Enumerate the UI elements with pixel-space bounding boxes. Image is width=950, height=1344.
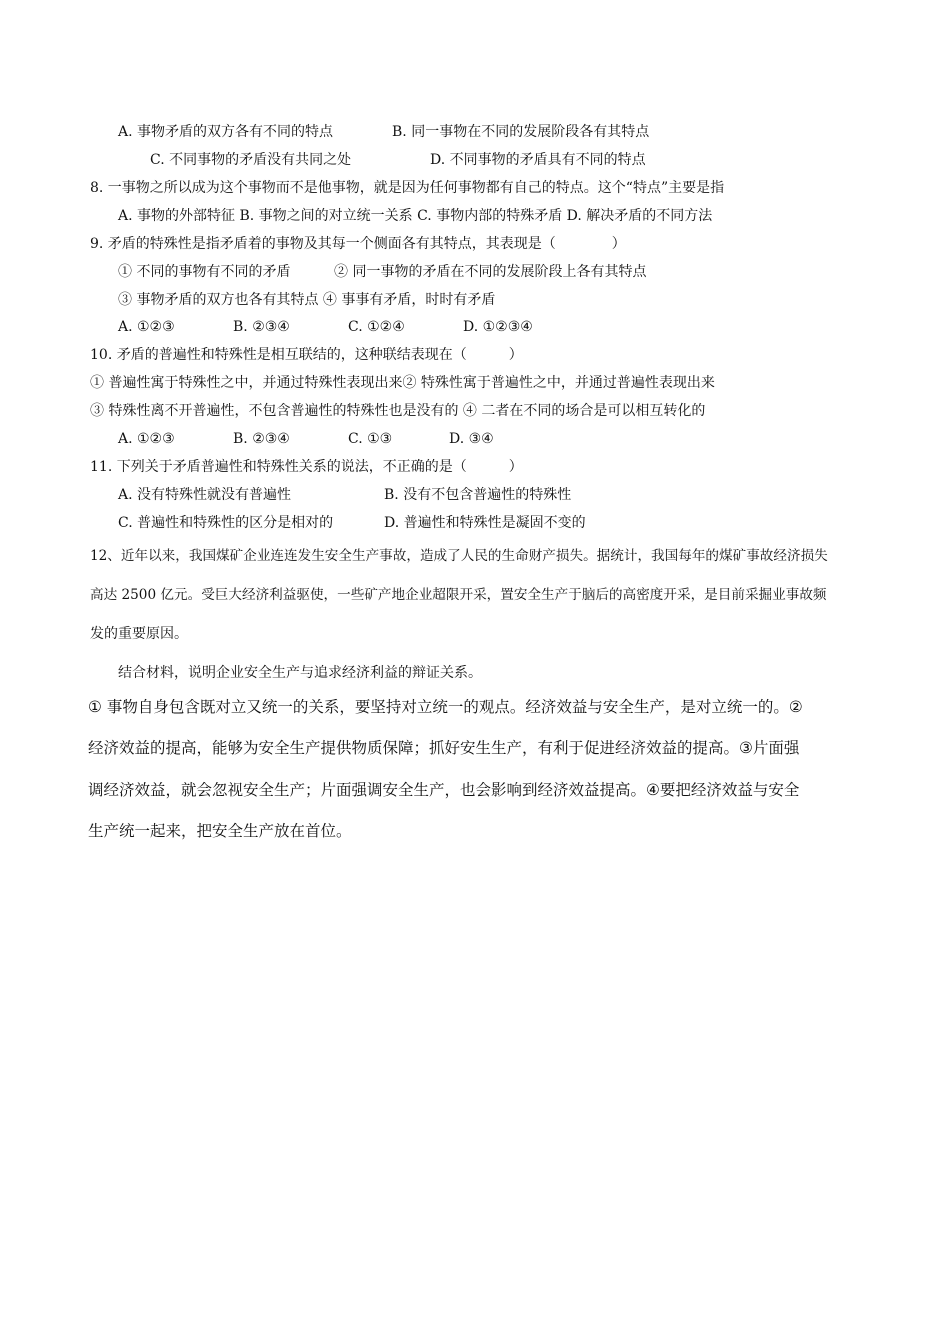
answer-line-1: ① 事物自身包含既对立又统一的关系，要坚持对立统一的观点。经济效益与安全生产，是对立统一的。② [88,698,803,716]
q11-stem: 11. 下列关于矛盾普遍性和特殊性关系的说法，不正确的是（ ） [90,459,523,475]
q10-option-c: C. ①③ [348,431,393,447]
answer-line-2: 经济效益的提高，能够为安全生产提供物质保障；抓好安生生产，有利于促进经济效益的提高。③片面强 [88,739,800,757]
answer-line-4: 生产统一起来，把安全生产放在首位。 [88,822,352,840]
q12-prompt: 结合材料，说明企业安全生产与追求经济利益的辩证关系。 [118,665,482,681]
q10-option-b: B. ②③④ [233,431,290,447]
q10-option-a: A. ①②③ [118,431,175,447]
q8-stem: 8. 一事物之所以成为这个事物而不是他事物，就是因为任何事物都有自己的特点。这个“特点”主要是指 [90,180,725,196]
q10-statements-3-4: ③ 特殊性离不开普遍性，不包含普遍性的特殊性也是没有的 ④ 二者在不同的场合是可以相互转化的 [90,403,706,419]
q12-material-line-3: 发的重要原因。 [90,626,188,642]
q9-stem: 9. 矛盾的特殊性是指矛盾着的事物及其每一个侧面各有其特点，其表现是（ ） [90,236,626,252]
q8-options: A. 事物的外部特征 B. 事物之间的对立统一关系 C. 事物内部的特殊矛盾 D. 解决矛盾的不同方法 [118,208,713,224]
q9-option-c: C. ①②④ [348,319,405,335]
q9-option-a: A. ①②③ [118,319,175,335]
q10-statements-1-2: ① 普遍性寓于特殊性之中，并通过特殊性表现出来② 特殊性寓于普遍性之中，并通过普遍性表现出来 [90,375,715,391]
q11-option-a: A. 没有特殊性就没有普遍性 [118,487,292,503]
q9-statement-2: ② 同一事物的矛盾在不同的发展阶段上各有其特点 [334,264,647,280]
answer-line-3: 调经济效益，就会忽视安全生产；片面强调安全生产，也会影响到经济效益提高。④要把经济效益与安全 [88,781,800,799]
q9-option-b: B. ②③④ [233,319,290,335]
q9-option-d: D. ①②③④ [463,319,533,335]
q7-option-b: B. 同一事物在不同的发展阶段各有其特点 [392,124,650,140]
q10-option-d: D. ③④ [449,431,494,447]
q7-option-c: C. 不同事物的矛盾没有共同之处 [150,152,352,168]
q11-option-d: D. 普遍性和特殊性是凝固不变的 [384,515,586,531]
q9-statement-1: ① 不同的事物有不同的矛盾 [118,264,291,280]
q12-material-line-1: 12、近年以来，我国煤矿企业连连发生安全生产事故，造成了人民的生命财产损失。据统计，我国每年的煤矿事故经济损失 [90,548,828,564]
q12-material-line-2: 高达 2500 亿元。受巨大经济利益驱使，一些矿产地企业超限开采，置安全生产于脑后的高密度开采，是目前采掘业事故频 [90,587,827,603]
q11-option-b: B. 没有不包含普遍性的特殊性 [384,487,572,503]
q7-option-d: D. 不同事物的矛盾具有不同的特点 [430,152,646,168]
q9-statements-3-4: ③ 事物矛盾的双方也各有其特点 ④ 事事有矛盾，时时有矛盾 [118,292,496,308]
q10-stem: 10. 矛盾的普遍性和特殊性是相互联结的，这种联结表现在（ ） [90,347,523,363]
q7-option-a: A. 事物矛盾的双方各有不同的特点 [118,124,334,140]
q11-option-c: C. 普遍性和特殊性的区分是相对的 [118,515,334,531]
